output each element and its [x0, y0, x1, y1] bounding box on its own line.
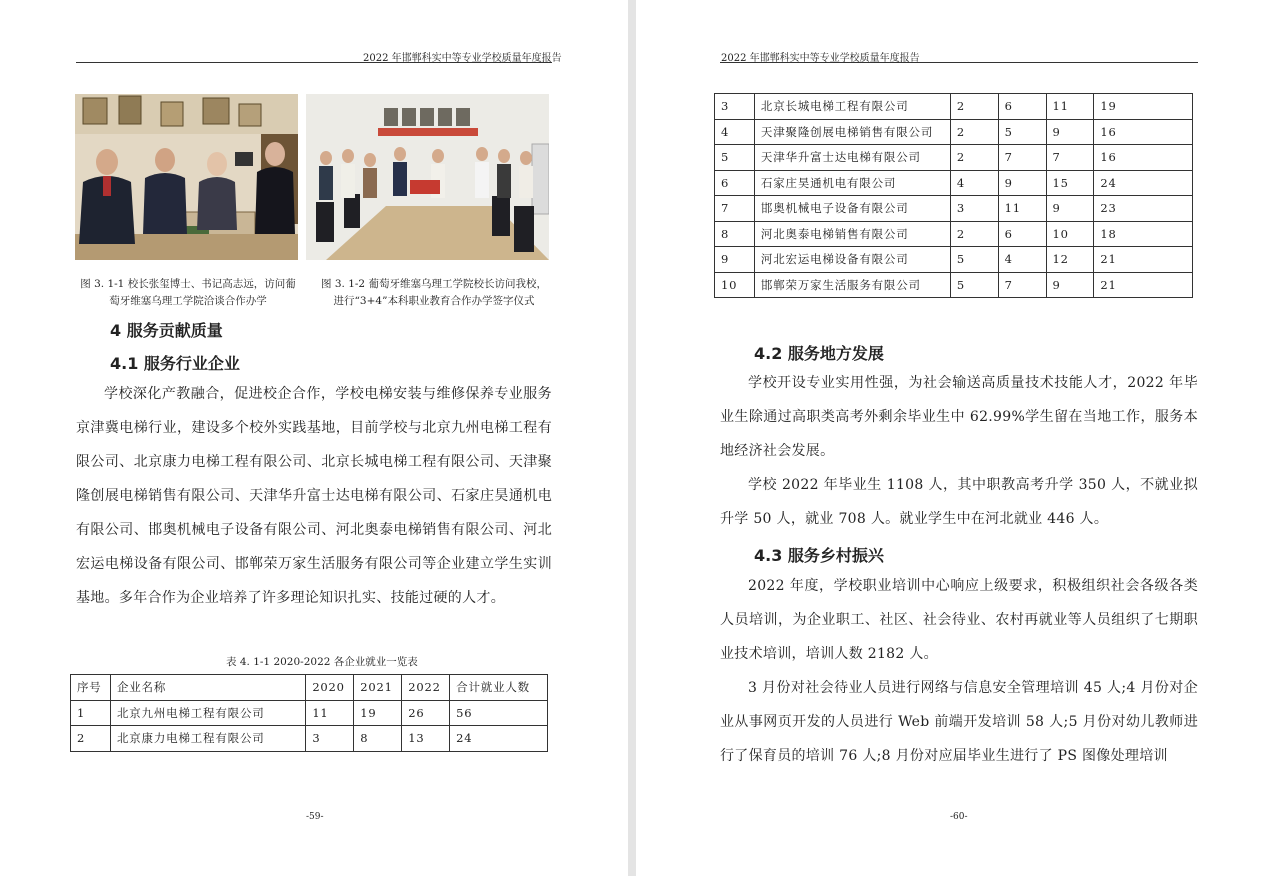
table-cell: 3 — [715, 94, 755, 120]
table-cell: 11 — [306, 700, 354, 726]
table-row — [715, 145, 1193, 171]
table-cell: 19 — [1094, 94, 1193, 120]
table-cell: 12 — [1046, 247, 1094, 273]
table-cell: 邯郸荣万家生活服务有限公司 — [754, 272, 950, 298]
table-cell: 11 — [1046, 94, 1094, 120]
section-4-3-title: 4.3 服务乡村振兴 — [754, 546, 884, 565]
section-title: 4 服务贡献质量 — [110, 321, 223, 340]
table-cell: 23 — [1094, 196, 1193, 222]
header-cell: 2022 — [402, 675, 450, 701]
table-cell: 16 — [1094, 145, 1193, 171]
table-cell: 10 — [715, 272, 755, 298]
table-cell: 9 — [1046, 272, 1094, 298]
table-cell: 8 — [354, 726, 402, 752]
table-cell: 10 — [1046, 221, 1094, 247]
table-cell: 6 — [998, 221, 1046, 247]
table-cell: 56 — [450, 700, 548, 726]
paragraph-text: 2022 年度，学校职业培训中心响应上级要求，积极组织社会各级各类人员培训，为企业职工、社区、社会待业、农村再就业等人员组织了七期职业技术培训，培训人数 2182 人。 — [720, 578, 1198, 662]
table-cell: 8 — [715, 221, 755, 247]
table-cell: 7 — [715, 196, 755, 222]
table-cell: 2 — [950, 145, 998, 171]
header-cell: 序号 — [71, 675, 111, 701]
table-row — [715, 94, 1193, 120]
table-cell: 北京康力电梯工程有限公司 — [110, 726, 305, 752]
table-row — [71, 726, 548, 752]
table-cell: 6 — [715, 170, 755, 196]
table-cell: 18 — [1094, 221, 1193, 247]
paragraph-text: 3 月份对社会待业人员进行网络与信息安全管理培训 45 人;4 月份对企业从事网页开发的人员进行 Web 前端开发培训 58 人;5 月份对幼儿教师进行了保育员的培训 76 人;8 月份对应届毕业生进行了 PS 图像处理培训 — [720, 680, 1198, 764]
running-header: 2022 年邯郸科实中等专业学校质量年度报告 — [363, 53, 562, 64]
paragraph-text: 学校 2022 年毕业生 1108 人，其中职教高考升学 350 人，不就业拟升学 50 人，就业 708 人。就业学生中在河北就业 446 人。 — [720, 477, 1198, 527]
table-cell: 6 — [998, 94, 1046, 120]
table-header-row — [71, 675, 548, 701]
section-4-2-title: 4.2 服务地方发展 — [754, 344, 884, 363]
table-cell: 9 — [1046, 196, 1094, 222]
table-cell: 1 — [71, 700, 111, 726]
paragraph-text: 学校深化产教融合，促进校企合作，学校电梯安装与维修保养专业服务京津冀电梯行业，建设多个校外实践基地，目前学校与北京九州电梯工程有限公司、北京康力电梯工程有限公司、北京长城电梯工程有限公司、天津聚隆创展电梯销售有限公司、天津华升富士达电梯有限公司、石家庄昊通机电有限公司、邯奥机械电子设备有限公司、河北奥泰电梯销售有限公司、河北宏运电梯设备有限公司、邯郸荣万家生活服务有限公司等企业建立学生实训基地。多年合作为企业培养了许多理论知识扎实、技能过硬的人才。 — [76, 386, 552, 606]
subsection-title: 4.1 服务行业企业 — [110, 354, 240, 373]
table-cell: 7 — [1046, 145, 1094, 171]
table-cell: 16 — [1094, 119, 1193, 145]
employment-table-part2 — [714, 93, 1193, 298]
header-rule — [720, 62, 1198, 63]
table-cell: 北京九州电梯工程有限公司 — [110, 700, 305, 726]
table-cell: 天津华升富士达电梯有限公司 — [754, 145, 950, 171]
table-cell: 天津聚隆创展电梯销售有限公司 — [754, 119, 950, 145]
page-number: -60- — [950, 812, 968, 822]
employment-table-part1 — [70, 674, 548, 752]
photo2-caption: 图 3. 1-2 葡萄牙维塞乌理工学院校长访问我校，进行“3+4”本科职业教育合作办学签字仪式 — [321, 278, 547, 307]
table-cell: 北京长城电梯工程有限公司 — [754, 94, 950, 120]
photo1-caption: 图 3. 1-1 校长张玺博士、书记高志远，访问葡萄牙维塞乌理工学院洽谈合作办学 — [80, 278, 296, 307]
table-cell: 邯奥机械电子设备有限公司 — [754, 196, 950, 222]
table-cell: 11 — [998, 196, 1046, 222]
header-cell: 2021 — [354, 675, 402, 701]
table-row — [715, 196, 1193, 222]
page-59 — [0, 0, 628, 876]
table-cell: 3 — [950, 196, 998, 222]
table-cell: 9 — [715, 247, 755, 273]
section-4-3-body — [720, 569, 1198, 773]
table-cell: 21 — [1094, 272, 1193, 298]
table-cell: 5 — [715, 145, 755, 171]
table-cell: 15 — [1046, 170, 1094, 196]
table-row — [715, 221, 1193, 247]
table-cell: 26 — [402, 700, 450, 726]
table-row — [71, 700, 548, 726]
table-cell: 河北奥泰电梯销售有限公司 — [754, 221, 950, 247]
header-cell: 2020 — [306, 675, 354, 701]
body-paragraph — [76, 377, 552, 615]
table-cell: 5 — [998, 119, 1046, 145]
table-cell: 石家庄昊通机电有限公司 — [754, 170, 950, 196]
table-cell: 5 — [950, 272, 998, 298]
photo-office-meeting — [75, 94, 298, 260]
photo-signing-ceremony — [306, 94, 549, 260]
table-cell: 2 — [950, 119, 998, 145]
table-row — [715, 170, 1193, 196]
table-cell: 4 — [950, 170, 998, 196]
table-cell: 24 — [1094, 170, 1193, 196]
paragraph-text: 学校开设专业实用性强，为社会输送高质量技术技能人才，2022 年毕业生除通过高职类高考外剩余毕业生中 62.99%学生留在当地工作，服务本地经济社会发展。 — [720, 375, 1198, 459]
table-caption: 表 4. 1-1 2020-2022 各企业就业一览表 — [226, 656, 418, 668]
table-row — [715, 247, 1193, 273]
table-cell: 9 — [1046, 119, 1094, 145]
table-cell: 9 — [998, 170, 1046, 196]
table-cell: 4 — [715, 119, 755, 145]
table-cell: 13 — [402, 726, 450, 752]
running-header: 2022 年邯郸科实中等专业学校质量年度报告 — [721, 53, 920, 64]
table-cell: 21 — [1094, 247, 1193, 273]
table-cell: 19 — [354, 700, 402, 726]
section-4-2-body — [720, 366, 1198, 536]
table-cell: 2 — [950, 94, 998, 120]
table-cell: 7 — [998, 145, 1046, 171]
header-cell: 合计就业人数 — [450, 675, 548, 701]
table-cell: 河北宏运电梯设备有限公司 — [754, 247, 950, 273]
table-cell: 2 — [71, 726, 111, 752]
table-cell: 4 — [998, 247, 1046, 273]
header-rule — [76, 62, 552, 63]
page-60 — [636, 0, 1264, 876]
table-cell: 5 — [950, 247, 998, 273]
table-cell: 2 — [950, 221, 998, 247]
header-cell: 企业名称 — [110, 675, 305, 701]
table-row — [715, 272, 1193, 298]
table-cell: 7 — [998, 272, 1046, 298]
table-cell: 3 — [306, 726, 354, 752]
page-number: -59- — [306, 812, 324, 822]
table-cell: 24 — [450, 726, 548, 752]
table-row — [715, 119, 1193, 145]
